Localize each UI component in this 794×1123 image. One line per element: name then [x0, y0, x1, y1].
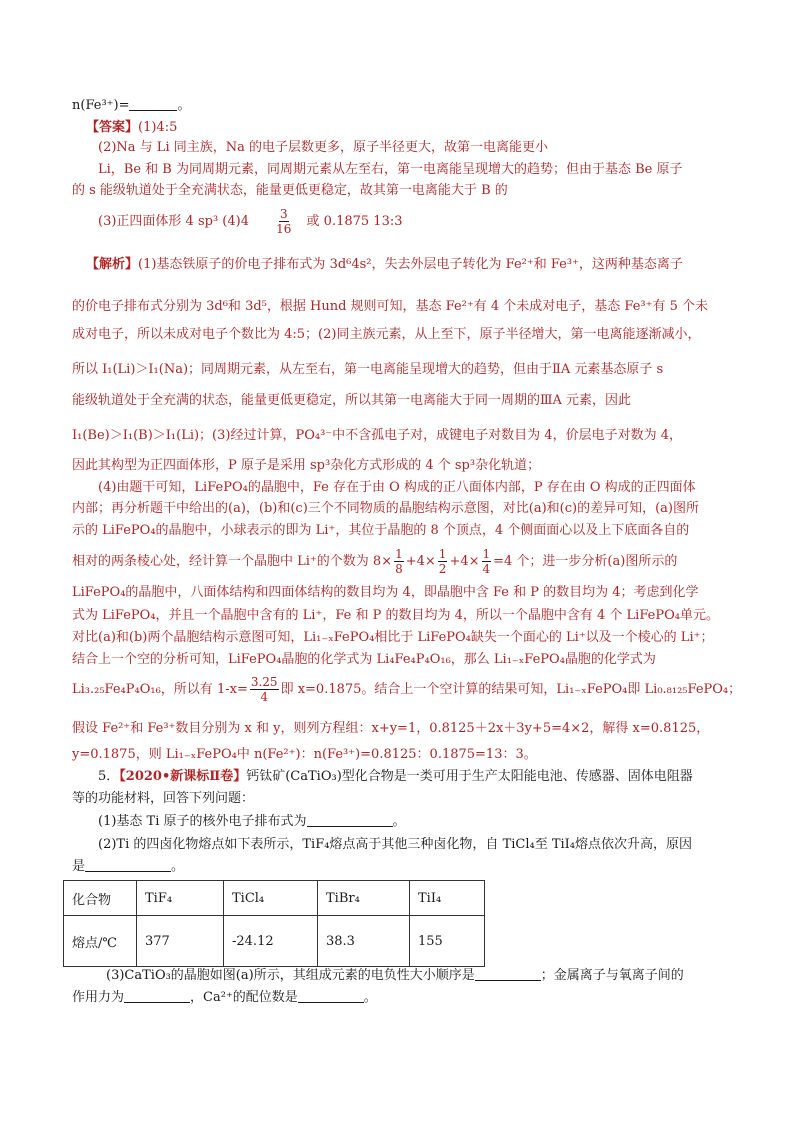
question-5-text-1: 钙钛矿(CaTiO₃)型化合物是一类可用于生产太阳能电池、传感器、固体电阻器: [246, 769, 693, 784]
fraction-1-2: [438, 547, 448, 576]
answer-blank: [475, 966, 541, 981]
answer-3: Li，Be 和 B 为同周期元素，同周期元素从左至右，第一电离能呈现增大的趋势；但由于基态 Be 原子: [98, 162, 683, 177]
fraction-1-8: [394, 547, 404, 576]
table-row: [64, 916, 485, 967]
period: 。: [177, 98, 191, 113]
answer-blank: [298, 988, 364, 1003]
fraction-numerator: 1: [395, 547, 403, 561]
analysis-11-post: =4 个；进一步分析(a)图所示的: [493, 554, 678, 569]
answer-5: [98, 205, 403, 239]
analysis-line-11: [72, 545, 677, 579]
period: 。: [171, 859, 185, 874]
fraction-1-4: [482, 547, 492, 576]
fraction-denominator: 2: [438, 562, 447, 576]
table-cell: 熔点/℃: [64, 916, 137, 967]
fraction-numerator: 3.25: [250, 675, 278, 689]
part-3b-text: 作用力为: [72, 990, 125, 1005]
answer-5-post: 或 0.1875 13:3: [306, 214, 403, 229]
fraction-3-16: [275, 207, 292, 236]
fraction-numerator: 1: [438, 547, 447, 561]
analysis-line-14: 对比(a)和(b)两个晶胞结构示意图可知，Li₁₋ₓFePO₄相比于 LiFePO₄缺失一个面心的 Li⁺以及一个棱心的 Li⁺；: [72, 630, 714, 645]
table-cell: 377: [137, 916, 224, 967]
analysis-line-1: [86, 255, 683, 275]
question-5-part-2b: [72, 857, 184, 877]
period: 。: [392, 814, 406, 829]
answer-5-pre: (3)正四面体形 4 sp³ (4)4: [98, 214, 249, 229]
fraction-numerator: 1: [482, 547, 491, 561]
analysis-label: 【解析】: [86, 257, 139, 272]
analysis-line-9: 内部；再分析题干中给出的(a)，(b)和(c)三个不同物质的晶胞结构示意图，对比(a)和(c)的差异可知，(a)图所: [72, 501, 699, 516]
part-3b-mid: ，Ca²⁺的配位数是: [190, 990, 298, 1005]
analysis-line-7: 因此其构型为正四面体形，P 原子是采用 sp³杂化方式形成的 4 个 sp³杂化轨道；: [72, 458, 541, 473]
analysis-line-3: 成对电子，所以未成对电子个数比为 4:5；(2)同主族元素，从上至下，原子半径增大，第一电离能逐渐减小，: [72, 327, 701, 342]
table-cell: 38.3: [318, 916, 410, 967]
answer-blank: [129, 96, 177, 111]
analysis-16-post: 即 x=0.1875。结合上一个空计算的结果可知，Li₁₋ₓFePO₄即 Li₀.₈₁₂₅FePO₄；: [280, 682, 742, 697]
analysis-16-pre: Li₃.₂₅Fe₄P₄O₁₆，所以有 1-x=: [72, 682, 248, 697]
analysis-11-pre: 相对的两条棱心处，经计算一个晶胞中 Li⁺的个数为 8×: [72, 554, 393, 569]
answer-4: 的 s 能级轨道处于全充满状态，能量更低更稳定，故其第一电离能大于 B 的: [72, 183, 508, 198]
exam-source-tag: 【2020•新课标Ⅱ卷】: [119, 769, 247, 784]
question-5-line-2: 等的功能材料，回答下列问题：: [72, 791, 255, 806]
analysis-line-10: 示的 LiFePO₄的晶胞中，小球表示的即为 Li⁺，其位于晶胞的 8 个顶点，4 个侧面面心以及上下底面各自的: [72, 523, 690, 538]
analysis-line-2: 的价电子排布式分别为 3d⁶和 3d⁵，根据 Hund 规则可知，基态 Fe²⁺有 4 个未成对电子，基态 Fe³⁺有 5 个未: [72, 299, 709, 314]
analysis-11-mid1: +4×: [405, 554, 436, 569]
fraction-denominator: 4: [260, 690, 269, 704]
answer-blank: [85, 857, 171, 872]
period: 。: [363, 990, 377, 1005]
analysis-text-1: (1)基态铁原子的价电子排布式为 3d⁶4s²，失去外层电子转化为 Fe²⁺和 Fe³⁺，这两种基态离子: [138, 257, 683, 272]
fraction-denominator: 16: [276, 222, 292, 236]
table-cell: TiF₄: [137, 881, 224, 916]
table-header-row: [64, 881, 485, 916]
table-cell: -24.12: [224, 916, 318, 967]
analysis-line-15: 结合上一个空的分析可知，LiFePO₄晶胞的化学式为 Li₄Fe₄P₄O₁₆，那么 Li₁₋ₓFePO₄晶胞的化学式为: [72, 652, 656, 667]
question-5-part-3b: [72, 988, 377, 1008]
fraction-denominator: 4: [482, 562, 491, 576]
analysis-line-12: LiFePO₄的晶胞中，八面体结构和四面体结构的数目均为 4，即晶胞中含 Fe 和 P 的数目均为 4；考虑到化学: [72, 585, 699, 600]
answer-blank: [307, 812, 393, 827]
table-cell: 155: [410, 916, 485, 967]
table-cell: 化合物: [64, 881, 137, 916]
previous-question-tail: [72, 96, 191, 116]
question-5-part-2: (2)Ti 的四卤化物熔点如下表所示，TiF₄熔点高于其他三种卤化物，自 TiCl₄至 TiI₄熔点依次升高，原因: [98, 837, 693, 852]
table-cell: TiCl₄: [224, 881, 318, 916]
question-number: 5．: [98, 769, 120, 784]
question-5-line-1: [98, 767, 693, 787]
analysis-line-13: 式为 LiFePO₄，并且一个晶胞中含有的 Li⁺，Fe 和 P 的数目均为 4，所以一个晶胞中含有 4 个 LiFePO₄单元。: [72, 608, 719, 623]
question-5-part-3: [106, 966, 684, 986]
part-3-mid: ；金属离子与氧离子间的: [540, 968, 684, 983]
analysis-line-5: 能级轨道处于全充满的状态，能量更低更稳定，所以其第一电离能大于同一周期的ⅢA 元素，因此: [72, 393, 632, 408]
analysis-line-4: 所以 I₁(Li)＞I₁(Na)；同周期元素，从左至右，第一电离能呈现增大的趋势，但由于ⅡA 元素基态原子 s: [72, 362, 664, 377]
fraction-3.25-4: [250, 675, 279, 704]
answer-label: 【答案】: [86, 120, 139, 135]
part-1-text: (1)基态 Ti 原子的核外电子排布式为: [98, 814, 307, 829]
melting-point-table: [63, 880, 485, 967]
part-2b-text: 是: [72, 859, 86, 874]
analysis-line-6: I₁(Be)＞I₁(B)＞I₁(Li)；(3)经过计算，PO₄³⁻中不含孤电子对，成键电子对数目为 4，价层电子对数为 4，: [72, 428, 682, 443]
question-5-part-1: [98, 812, 406, 832]
n-fe3-label: n(Fe³⁺)=: [72, 98, 130, 113]
part-3-text: (3)CaTiO₃的晶胞如图(a)所示，其组成元素的电负性大小顺序是: [106, 968, 475, 983]
answer-line-1: [86, 118, 177, 138]
analysis-line-18: y=0.1875，则 Li₁₋ₓFePO₄中 n(Fe²⁺)：n(Fe³⁺)=0.8125：0.1875=13：3。: [72, 747, 537, 762]
analysis-line-17: 假设 Fe²⁺和 Fe³⁺数目分别为 x 和 y，则列方程组：x+y=1，0.8125＋2x＋3y+5=4×2，解得 x=0.8125，: [72, 721, 710, 736]
table-cell: TiBr₄: [318, 881, 410, 916]
analysis-11-mid2: +4×: [449, 554, 480, 569]
answer-2: (2)Na 与 Li 同主族，Na 的电子层数更多，原子半径更大，故第一电离能更小: [98, 140, 548, 155]
answer-1: (1)4:5: [138, 120, 178, 135]
table-cell: TiI₄: [410, 881, 485, 916]
analysis-line-8: (4)由题干可知，LiFePO₄的晶胞中，Fe 存在于由 O 构成的正八面体内部，P 存在由 O 构成的正四面体: [98, 480, 696, 495]
answer-blank: [124, 988, 190, 1003]
fraction-numerator: 3: [279, 207, 288, 221]
fraction-denominator: 8: [395, 562, 403, 576]
analysis-line-16: [72, 672, 741, 708]
